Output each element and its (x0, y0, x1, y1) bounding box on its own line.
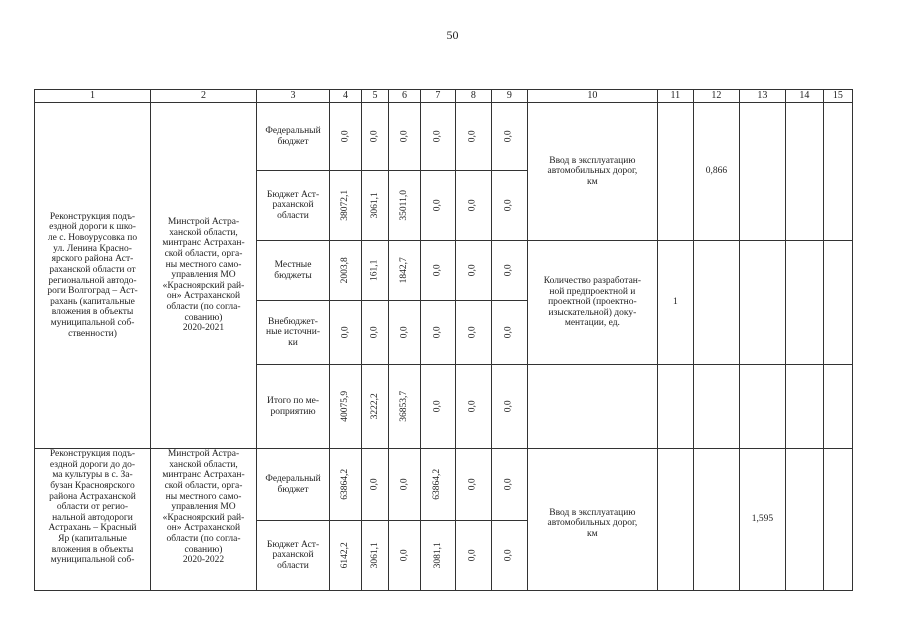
col-header: 15 (823, 90, 852, 103)
col-header: 5 (361, 90, 388, 103)
indicator-value (739, 365, 785, 449)
value-cell: 0,0 (399, 549, 410, 562)
value-cell: 0,0 (432, 264, 443, 277)
funding-source: Бюджет Аст- раханской области (257, 171, 330, 241)
value-cell: 0,0 (504, 130, 515, 143)
value-cell: 0,0 (432, 199, 443, 212)
funding-source: Федеральный бюджет (257, 103, 330, 171)
indicator-value (657, 365, 693, 449)
col-header: 10 (527, 90, 657, 103)
value-cell: 0,0 (432, 326, 443, 339)
indicator-label: Ввод в эксплуатацию автомобильных дорог, км (527, 103, 657, 241)
page-number: 50 (446, 28, 459, 42)
value-cell: 0,0 (504, 549, 515, 562)
indicator-value (739, 241, 785, 365)
funding-source: Бюджет Аст- раханской области (257, 521, 330, 591)
value-cell: 0,0 (432, 130, 443, 143)
value-cell: 0,0 (399, 478, 410, 491)
value-cell: 0,0 (504, 326, 515, 339)
col-header: 13 (739, 90, 785, 103)
value-cell: 0,0 (504, 478, 515, 491)
value-cell: 0,0 (504, 199, 515, 212)
value-cell: 0,0 (504, 264, 515, 277)
value-cell: 2003,8 (340, 257, 351, 284)
value-cell: 0,0 (340, 130, 351, 143)
table-row (35, 103, 853, 171)
value-cell: 6142,2 (340, 542, 351, 569)
value-cell: 0,0 (369, 326, 380, 339)
indicator-label (527, 365, 657, 449)
value-cell: 0,0 (468, 400, 479, 413)
indicator-value (693, 365, 739, 449)
col-header: 14 (785, 90, 823, 103)
indicator-value: 1 (657, 241, 693, 365)
value-cell: 3061,1 (369, 542, 380, 569)
col-header: 6 (389, 90, 421, 103)
indicator-value (785, 365, 823, 449)
value-cell: 35011,0 (399, 190, 410, 221)
indicator-value (823, 103, 852, 241)
col-header: 4 (330, 90, 362, 103)
indicator-value (823, 449, 852, 591)
project-executor: Минстрой Астра- ханской области, минтранс Астрахан- ской области, орга- ны местного само- управления МО «Красноярский рай- он» Астраханской области (по согла- сованию) 2020-2022 (151, 449, 257, 591)
value-cell: 63864,2 (432, 469, 443, 500)
value-cell: 0,0 (432, 400, 443, 413)
col-header: 3 (257, 90, 330, 103)
value-cell: 0,0 (468, 549, 479, 562)
value-cell: 161,1 (369, 259, 380, 282)
indicator-value (823, 365, 852, 449)
value-cell: 0,0 (468, 264, 479, 277)
value-cell: 0,0 (340, 326, 351, 339)
value-cell: 1842,7 (399, 257, 410, 284)
value-cell: 0,0 (504, 400, 515, 413)
indicator-value (657, 449, 693, 591)
indicator-value: 1,595 (739, 449, 785, 591)
funding-source: Местные бюджеты (257, 241, 330, 301)
table-row (35, 449, 853, 521)
value-cell: 0,0 (369, 130, 380, 143)
value-cell: 0,0 (468, 130, 479, 143)
col-header: 9 (491, 90, 527, 103)
value-cell: 63864,2 (340, 469, 351, 500)
col-header: 1 (35, 90, 151, 103)
indicator-value (823, 241, 852, 365)
value-cell: 38072,1 (340, 190, 351, 221)
value-cell: 3061,1 (369, 192, 380, 219)
indicator-label: Ввод в эксплуатацию автомобильных дорог, км (527, 449, 657, 591)
indicator-value (657, 103, 693, 241)
indicator-value (693, 449, 739, 591)
indicator-value (785, 449, 823, 591)
value-cell: 36853,7 (399, 391, 410, 422)
col-header: 11 (657, 90, 693, 103)
indicator-label: Количество разработан- ной предпроектной и проектной (проектно- изыскательной) доку- ментации, ед. (527, 241, 657, 365)
col-header: 12 (693, 90, 739, 103)
indicator-value (785, 241, 823, 365)
value-cell: 3222,2 (369, 393, 380, 420)
indicator-value (785, 103, 823, 241)
value-cell: 40075,9 (340, 391, 351, 422)
value-cell: 0,0 (369, 478, 380, 491)
project-name: Реконструкция подъ- ездной дороги до до- ма культуры в с. За- бузан Красноярского района Астраханской области от регио- нальной автодороги Астрахань – Красный Яр (капитальные вложения в объекты муниципальной соб- (35, 449, 151, 591)
indicator-value (739, 103, 785, 241)
value-cell: 0,0 (399, 130, 410, 143)
funding-source: Итого по ме- роприятию (257, 365, 330, 449)
value-cell: 0,0 (468, 326, 479, 339)
indicator-value: 0,866 (693, 103, 739, 241)
header-row (35, 90, 853, 103)
funding-source: Федеральный бюджет (257, 449, 330, 521)
col-header: 2 (151, 90, 257, 103)
value-cell: 0,0 (468, 478, 479, 491)
project-name: Реконструкция подъ- ездной дороги к шко- ле с. Новоурусовка по ул. Ленина Красно- ярского района Аст- раханской области от региональной автодо- роги Волгоград – Аст- рахань (капитальные вложения в объекты муниципальной соб- ственности) (35, 103, 151, 449)
col-header: 8 (455, 90, 491, 103)
program-table (34, 89, 853, 591)
col-header: 7 (420, 90, 455, 103)
value-cell: 0,0 (468, 199, 479, 212)
project-executor: Минстрой Астра- ханской области, минтранс Астрахан- ской области, орга- ны местного само- управления МО «Красноярский рай- он» Астраханской области (по согла- сованию) 2020-2021 (151, 103, 257, 449)
indicator-value (693, 241, 739, 365)
funding-source: Внебюджет- ные источни- ки (257, 301, 330, 365)
value-cell: 0,0 (399, 326, 410, 339)
value-cell: 3081,1 (432, 542, 443, 569)
